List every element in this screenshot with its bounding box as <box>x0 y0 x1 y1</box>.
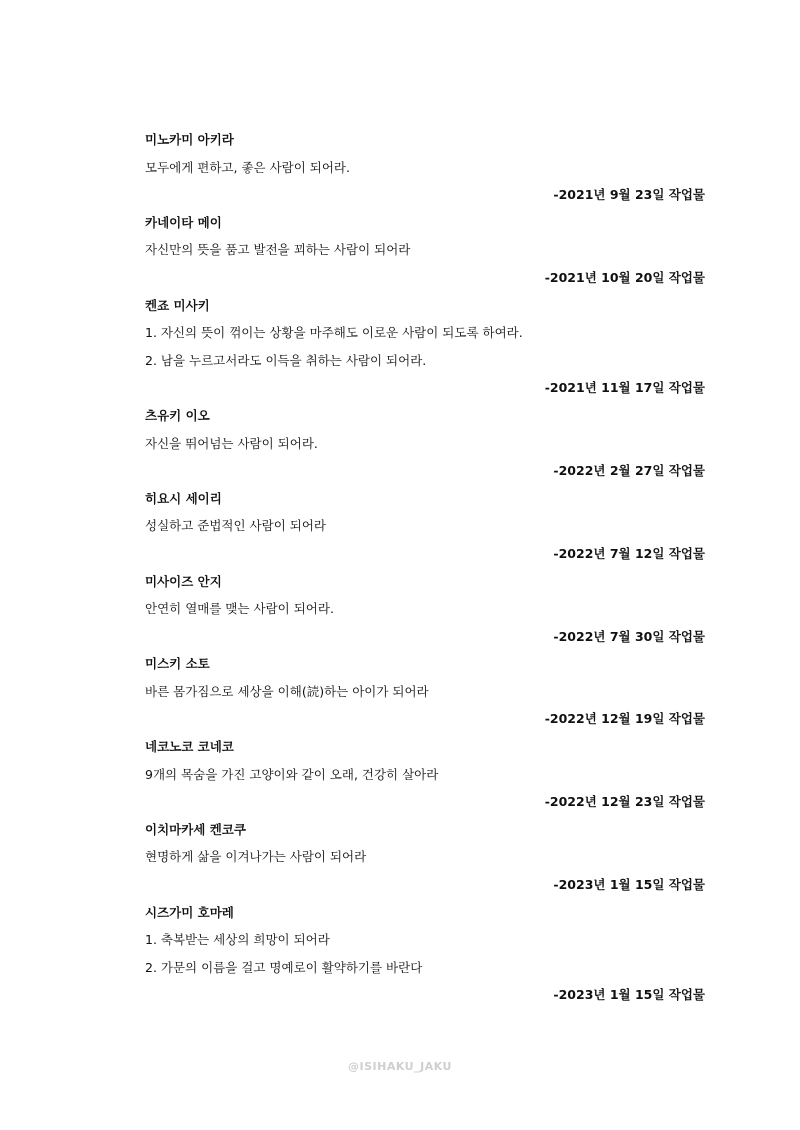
entry <box>145 733 705 816</box>
entry-text: 모두에게 편하고, 좋은 사람이 되어라. <box>145 159 350 175</box>
entry-date: -2022년 12월 23일 작업물 <box>544 794 705 810</box>
entry-date: -2022년 12월 19일 작업물 <box>544 711 705 727</box>
watermark: @ISIHAKU_JAKU <box>348 1060 452 1073</box>
entry <box>145 209 705 292</box>
entry-name: 네코노코 코네코 <box>145 739 234 755</box>
entry-text: 1. 축복받는 세상의 희망이 되어라 <box>145 932 330 948</box>
entry-name: 히요시 세이리 <box>145 490 222 506</box>
entry-text: 안연히 열매를 맺는 사람이 되어라. <box>145 601 334 617</box>
entry-date: -2021년 10월 20일 작업물 <box>544 269 705 285</box>
entry <box>145 816 705 899</box>
entry-text: 2. 남을 누르고서라도 이득을 취하는 사람이 되어라. <box>145 352 427 368</box>
entry-text: 현명하게 삶을 이겨나가는 사람이 되어라 <box>145 849 367 865</box>
entry-date: -2022년 7월 12일 작업물 <box>553 545 705 561</box>
entry-text: 자신을 뛰어넘는 사람이 되어라. <box>145 435 318 451</box>
entry <box>145 126 705 209</box>
entry-name: 시즈가미 호마레 <box>145 904 234 920</box>
entry-date: -2021년 11월 17일 작업물 <box>544 380 705 396</box>
entry-name: 미노카미 아키라 <box>145 132 234 147</box>
entry-list <box>145 126 705 1009</box>
entry-name: 카네이타 메이 <box>145 214 222 230</box>
entry-text: 2. 가문의 이름을 걸고 명예로이 활약하기를 바란다 <box>145 959 423 975</box>
entry-date: -2023년 1월 15일 작업물 <box>553 987 705 1003</box>
entry <box>145 568 705 651</box>
entry-name: 이치마카세 켄코쿠 <box>145 821 246 837</box>
entry-name: 미사이즈 안지 <box>145 573 222 589</box>
entry-date: -2022년 7월 30일 작업물 <box>553 628 705 644</box>
entry-text: 9개의 목숨을 가진 고양이와 같이 오래, 건강히 살아라 <box>145 766 439 782</box>
entry-date: -2021년 9월 23일 작업물 <box>553 187 705 203</box>
entry <box>145 485 705 568</box>
entry <box>145 402 705 485</box>
entry-text: 자신만의 뜻을 품고 발전을 꾀하는 사람이 되어라 <box>145 242 411 258</box>
entry-date: -2022년 2월 27일 작업물 <box>553 463 705 479</box>
entry-text: 성실하고 준법적인 사람이 되어라 <box>145 518 326 534</box>
entry <box>145 899 705 1009</box>
entry-name: 미스키 소토 <box>145 656 210 672</box>
entry-text: 바른 몸가짐으로 세상을 이해(読)하는 아이가 되어라 <box>145 683 429 699</box>
entry-name: 츠유키 이오 <box>145 407 210 423</box>
entry <box>145 650 705 733</box>
entry <box>145 292 705 402</box>
entry-date: -2023년 1월 15일 작업물 <box>553 877 705 893</box>
entry-text: 1. 자신의 뜻이 꺾이는 상황을 마주해도 이로운 사람이 되도록 하여라. <box>145 325 523 341</box>
entry-name: 켄죠 미사키 <box>145 297 210 313</box>
